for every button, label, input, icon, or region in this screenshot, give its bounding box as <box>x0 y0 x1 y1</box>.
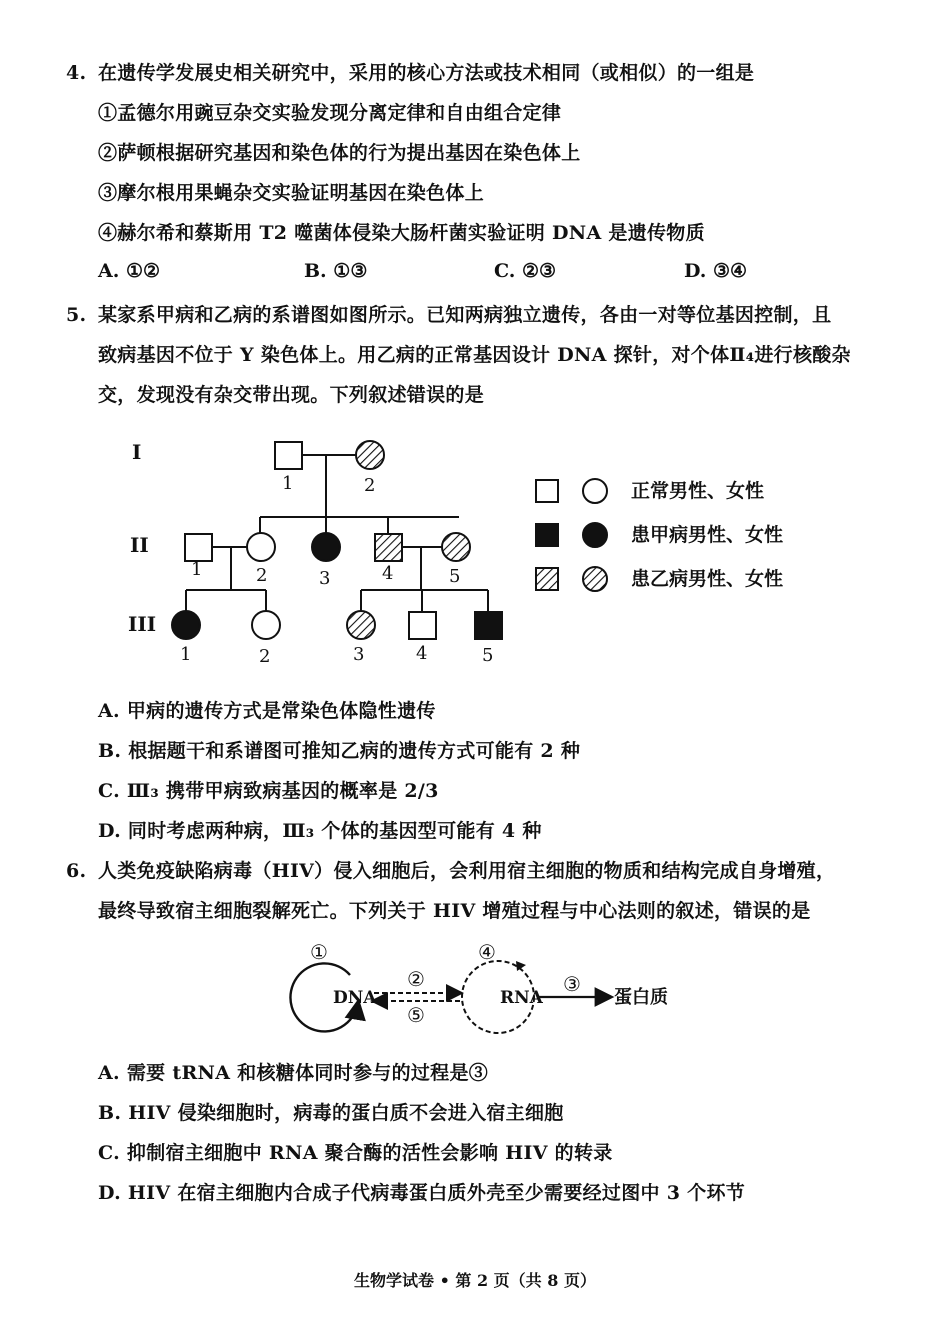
mark-1: ① <box>310 940 328 964</box>
individual-II3-disease-a-female <box>312 533 340 561</box>
q4-stem-text: 在遗传学发展史相关研究中，采用的核心方法或技术相同（或相似）的一组是 <box>98 62 755 84</box>
label-II4: 4 <box>382 563 394 584</box>
central-dogma-diagram <box>280 935 700 1040</box>
mark-5: ⑤ <box>407 1003 425 1027</box>
q4-option-c: C. ②③ <box>494 260 557 282</box>
q4-item-4: ④赫尔希和蔡斯用 T2 噬菌体侵染大肠杆菌实验证明 DNA 是遗传物质 <box>98 222 705 244</box>
legend-disease-a-male-symbol <box>536 524 558 546</box>
q6-option-b: B. HIV 侵染细胞时，病毒的蛋白质不会进入宿主细胞 <box>98 1102 564 1124</box>
q4-item-1: ①孟德尔用豌豆杂交实验发现分离定律和自由组合定律 <box>98 102 562 124</box>
q6-stem-line-2: 最终导致宿主细胞裂解死亡。下列关于 HIV 增殖过程与中心法则的叙述，错误的是 <box>98 900 811 922</box>
q5-stem-line-1 <box>66 302 831 328</box>
individual-III3-disease-b-female <box>347 611 375 639</box>
q4-option-a: A. ①② <box>98 260 161 282</box>
q6-stem-line-1 <box>66 858 835 884</box>
individual-III2-normal-female <box>252 611 280 639</box>
q5-option-d: D. 同时考虑两种病，Ⅲ₃ 个体的基因型可能有 4 种 <box>98 820 542 842</box>
page-footer: 生物学试卷 • 第 2 页（共 8 页） <box>354 1271 596 1290</box>
q6-option-a: A. 需要 tRNA 和核糖体同时参与的过程是③ <box>98 1062 489 1084</box>
q6-option-d: D. HIV 在宿主细胞内合成子代病毒蛋白质外壳至少需要经过图中 3 个环节 <box>98 1182 746 1204</box>
legend-disease-a-label: 患甲病男性、女性 <box>631 524 784 546</box>
q4-number: 4. <box>66 62 87 84</box>
label-III3: 3 <box>353 644 365 665</box>
label-III5: 5 <box>482 645 494 666</box>
q5-stem-text-1: 某家系甲病和乙病的系谱图如图所示。已知两病独立遗传，各由一对等位基因控制，且 <box>98 304 832 326</box>
mark-4: ④ <box>478 940 496 964</box>
legend-normal-female-symbol <box>583 479 607 503</box>
q4-item-3: ③摩尔根用果蝇杂交实验证明基因在染色体上 <box>98 182 485 204</box>
legend-disease-a-female-symbol <box>583 523 607 547</box>
individual-I2-disease-b-female <box>356 441 384 469</box>
individual-III4-normal-male <box>409 612 436 639</box>
q5-option-b: B. 根据题干和系谱图可推知乙病的遗传方式可能有 2 种 <box>98 740 581 762</box>
label-I1: 1 <box>282 473 294 494</box>
q5-number: 5. <box>66 304 87 326</box>
q5-option-c: C. Ⅲ₃ 携带甲病致病基因的概率是 2/3 <box>98 780 439 802</box>
pedigree-chart <box>110 425 830 675</box>
dna-label: DNA <box>333 988 377 1008</box>
legend-disease-b-label: 患乙病男性、女性 <box>631 568 784 590</box>
label-I2: 2 <box>364 475 376 496</box>
q4-option-d: D. ③④ <box>684 260 748 282</box>
q4-option-b: B. ①③ <box>304 260 368 282</box>
label-II1: 1 <box>191 559 203 580</box>
legend-normal-label: 正常男性、女性 <box>631 480 765 502</box>
q5-stem-line-3: 交，发现没有杂交带出现。下列叙述错误的是 <box>98 384 485 406</box>
gen-label-2: II <box>130 533 149 557</box>
label-III4: 4 <box>416 643 428 664</box>
legend-normal-male-symbol <box>536 480 558 502</box>
label-II3: 3 <box>319 568 331 589</box>
individual-II1-normal-male <box>185 534 212 561</box>
label-III1: 1 <box>180 644 192 665</box>
q4-item-2: ②萨顿根据研究基因和染色体的行为提出基因在染色体上 <box>98 142 581 164</box>
legend-disease-b-female-symbol <box>583 567 607 591</box>
label-III2: 2 <box>259 646 271 667</box>
protein-label: 蛋白质 <box>614 987 668 1008</box>
rna-label: RNA <box>500 988 543 1008</box>
individual-II4-disease-b-male <box>375 534 402 561</box>
mark-2: ② <box>407 967 425 991</box>
q4-stem <box>66 60 754 86</box>
individual-II5-disease-b-female <box>442 533 470 561</box>
q6-number: 6. <box>66 860 87 882</box>
q5-option-a: A. 甲病的遗传方式是常染色体隐性遗传 <box>98 700 436 722</box>
individual-III5-disease-a-male <box>475 612 502 639</box>
legend-disease-b-male-symbol <box>536 568 558 590</box>
individual-II2-normal-female <box>247 533 275 561</box>
gen-label-3: III <box>128 612 157 636</box>
q6-option-c: C. 抑制宿主细胞中 RNA 聚合酶的活性会影响 HIV 的转录 <box>98 1142 613 1164</box>
individual-I1-normal-male <box>275 442 302 469</box>
label-II2: 2 <box>256 565 268 586</box>
q6-stem-text-1: 人类免疫缺陷病毒（HIV）侵入细胞后，会利用宿主细胞的物质和结构完成自身增殖， <box>98 860 836 882</box>
gen-label-1: I <box>132 440 142 464</box>
q5-stem-line-2: 致病基因不位于 Y 染色体上。用乙病的正常基因设计 DNA 探针，对个体Ⅱ₄进行核酸杂 <box>98 344 851 366</box>
label-II5: 5 <box>449 566 461 587</box>
individual-III1-disease-a-female <box>172 611 200 639</box>
mark-3: ③ <box>563 972 581 996</box>
